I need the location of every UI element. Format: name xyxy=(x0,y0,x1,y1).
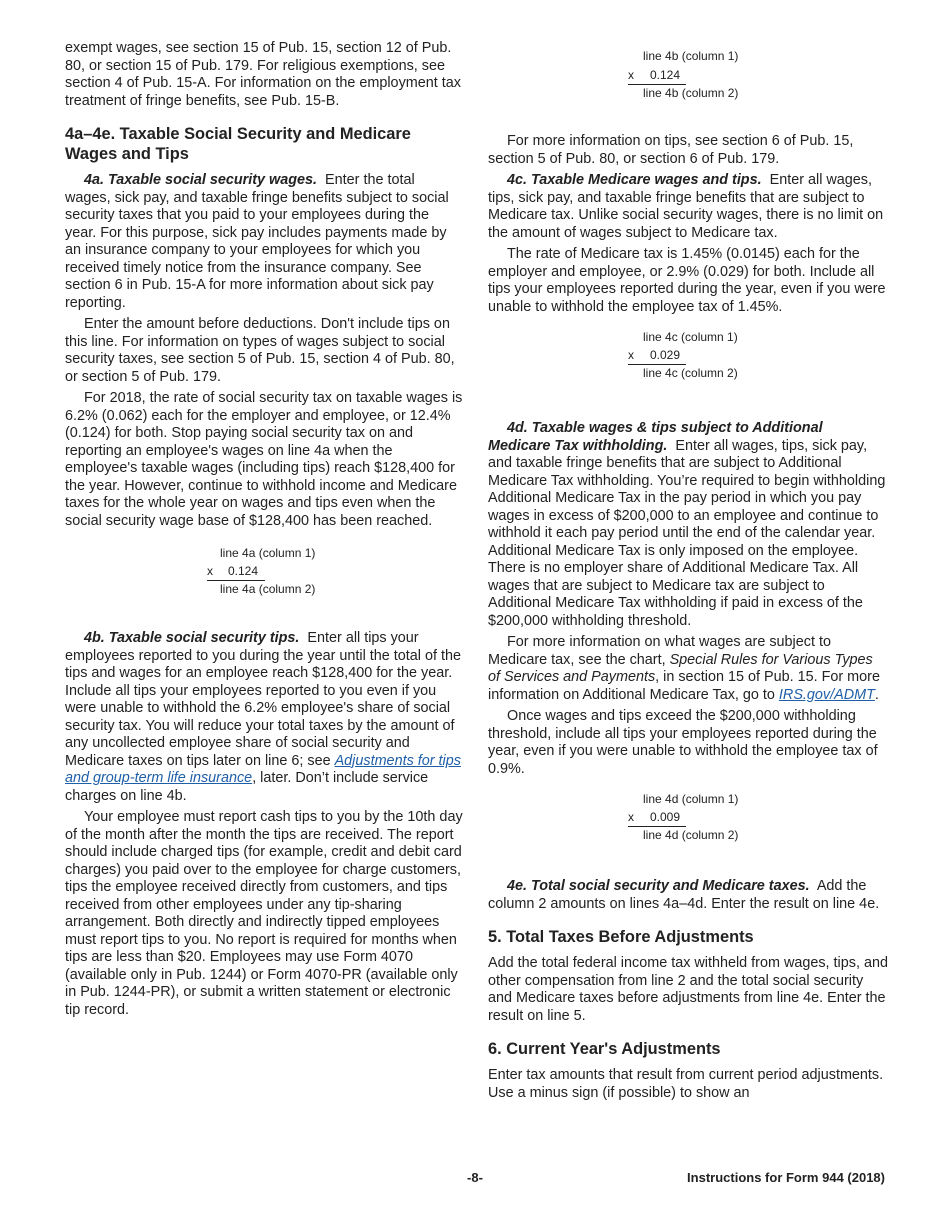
calc-4d-x: x xyxy=(628,810,634,824)
paragraph-4b-2: Your employee must report cash tips to you by the 10th day of the month after the month the tips are received. The report should include charged tips (for example, credit and debit card charges) you paid over to the employee for charge customers, tips the employee received directly from customers, and tips received from other employees under any tip-sharing arrangement. Both directly and indirectly tipped employees must report tips to you. No report is required for months when tips are less than $20. Employees may use Form 4070 (available only in Pub. 1244) or Form 4070-PR (available only in Pub. 1244-PR), or submit a written statement or electronic tip record. xyxy=(65,809,463,1018)
calc-4a xyxy=(65,544,463,600)
calc-4c-rate: 0.029 xyxy=(650,348,681,362)
calc-4d-line1: line 4d (column 1) xyxy=(643,792,739,806)
paragraph-4e xyxy=(488,878,888,913)
calc-4a-x: x xyxy=(207,564,213,578)
paragraph-4c-1 xyxy=(488,172,888,242)
text-4b-1-post: , later. Don’t include service charges on line 4b. xyxy=(65,770,429,804)
calc-4d-line2: line 4d (column 2) xyxy=(643,828,739,842)
paragraph-4b-1 xyxy=(65,630,463,805)
heading-4a: 4a. Taxable social security wages. xyxy=(84,172,318,188)
text-4d-2-post: . xyxy=(874,686,879,703)
text-4b-1-pre: Enter all tips your employees reported to you during the year until the total of the tips and wages for an employee reach $128,400 for the year. Include all tips your employees reported to you even if you were unable to withhold the 6.2% employee's share of social security tax. You will reduce your total taxes by the amount of any uncollected employee share of social security and Medicare taxes on tips later on line 6; see xyxy=(65,630,461,769)
right-column xyxy=(488,40,888,1106)
text-4a-1: Enter the total wages, sick pay, and taxable fringe benefits subject to social security taxes that you paid to your employees during the year. For this purpose, sick pay includes payments made by an insurance company to your employees for which you received timely notice from the insurance company. See section 6 in Pub. 15-A for more information about sick pay reporting. xyxy=(65,172,449,311)
calc-4a-line1: line 4a (column 1) xyxy=(220,546,316,560)
calc-4b xyxy=(488,40,888,100)
calc-4d xyxy=(488,790,888,846)
calc-4c xyxy=(488,328,888,384)
footer-title: Instructions for Form 944 (2018) xyxy=(687,1170,885,1185)
page-number: -8- xyxy=(467,1170,483,1185)
section-heading-6: 6. Current Year's Adjustments xyxy=(488,1040,721,1058)
heading-4c: 4c. Taxable Medicare wages and tips. xyxy=(507,172,762,188)
paragraph-4a-3: For 2018, the rate of social security tax on taxable wages is 6.2% (0.062) each for the employer and employee, or 12.4% (0.124) for both. Stop paying social security tax on and reporting an employee's wages on line 4a when the employee's taxable wages (including tips) reach $128,400 for the year. However, continue to withhold income and Medicare taxes for the whole year on wages and tips even when the social security wage base of $128,400 has been reached. xyxy=(65,390,463,529)
calc-4b-line2: line 4b (column 2) xyxy=(643,86,739,100)
paragraph-4d-2 xyxy=(488,634,888,704)
text-4d-2-pre: For more information on what wages are subject to Medicare tax, see the chart, xyxy=(488,634,831,668)
text-4d-2-mid: , in section 15 of Pub. 15. For more information on Additional Medicare Tax, go to xyxy=(488,669,880,703)
calc-4b-x: x xyxy=(628,68,634,82)
adjustments-link[interactable]: Adjustments for tips and group-term life insurance xyxy=(65,752,461,786)
paragraph-4d-1 xyxy=(488,420,888,630)
calc-4c-line2: line 4c (column 2) xyxy=(643,366,738,380)
paragraph-4d-3: Once wages and tips exceed the $200,000 withholding threshold, include all tips your employees reported during the year, even if you were unable to withhold the employee tax of 0.9%. xyxy=(488,708,878,777)
section-heading-5: 5. Total Taxes Before Adjustments xyxy=(488,928,754,946)
calc-4c-x: x xyxy=(628,348,634,362)
text-4c-1: Enter all wages, tips, sick pay, and taxable fringe benefits that are subject to Medicare tax. Unlike social security wages, there is no limit on the amount of wages subject to Medicare tax. xyxy=(488,172,884,241)
calc-4d-rate: 0.009 xyxy=(650,810,681,824)
calc-4a-line2: line 4a (column 2) xyxy=(220,582,316,596)
left-column xyxy=(65,40,463,1023)
paragraph-6: Enter tax amounts that result from current period adjustments. Use a minus sign (if possible) to show an xyxy=(488,1067,884,1101)
calc-4b-line1: line 4b (column 1) xyxy=(643,49,739,63)
calc-4a-rate: 0.124 xyxy=(228,564,259,578)
paragraph-4a-2: Enter the amount before deductions. Don't include tips on this line. For information on types of wages subject to social security taxes, see section 5 of Pub. 15, section 4 of Pub. 80, or section 5 of Pub. 179. xyxy=(65,316,455,385)
heading-4e: 4e. Total social security and Medicare taxes. xyxy=(507,878,810,894)
intro-paragraph: exempt wages, see section 15 of Pub. 15, section 12 of Pub. 80, or section 15 of Pub. 179. For religious exemptions, see section 4 of Pub. 15-A. For information on the employment tax treatment of fringe benefits, see Pub. 15-B. xyxy=(65,40,461,109)
section-heading-4a-4e: 4a–4e. Taxable Social Security and Medicare Wages and Tips xyxy=(65,125,411,163)
text-4e: Add the column 2 amounts on lines 4a–4d. Enter the result on line 4e. xyxy=(488,878,880,912)
paragraph-5: Add the total federal income tax withheld from wages, tips, and other compensation from line 2 and the total social security and Medicare taxes before adjustments from line 4e. Enter the result on line 5. xyxy=(488,955,888,1024)
text-4d-1: Enter all wages, tips, sick pay, and taxable fringe benefits that are subject to Additional Medicare Tax withholding. You’re required to begin withholding Additional Medicare Tax in the pay period in which you pay wages in excess of $200,000 to an employee and continue to withhold it each pay period until the end of the calendar year. Additional Medicare Tax is only imposed on the employee. There is no employer share of Additional Medicare Tax. All wages that are subject to Medicare tax are subject to Additional Medicare Tax withholding if paid in excess of the $200,000 withholding threshold. xyxy=(488,437,886,629)
heading-4d: 4d. Taxable wages & tips subject to Additional Medicare Tax withholding. xyxy=(488,420,823,454)
irs-admt-link[interactable]: IRS.gov/ADMT xyxy=(778,686,875,703)
calc-4b-rate: 0.124 xyxy=(650,68,681,82)
heading-4b: 4b. Taxable social security tips. xyxy=(84,630,300,646)
paragraph-4c-2: The rate of Medicare tax is 1.45% (0.0145) each for the employer and employee, or 2.9% (0.029) for both. Include all tips your employees reported during the year, even if you were unable to withhold the employee tax of 1.45%. xyxy=(488,246,886,315)
calc-4c-line1: line 4c (column 1) xyxy=(643,330,738,344)
text-4d-2-italic: Special Rules for Various Types of Services and Payments xyxy=(488,651,873,685)
paragraph-tips-info: For more information on tips, see section 6 of Pub. 15, section 5 of Pub. 80, or section 6 of Pub. 179. xyxy=(488,133,854,167)
paragraph-4a-1 xyxy=(65,172,463,312)
